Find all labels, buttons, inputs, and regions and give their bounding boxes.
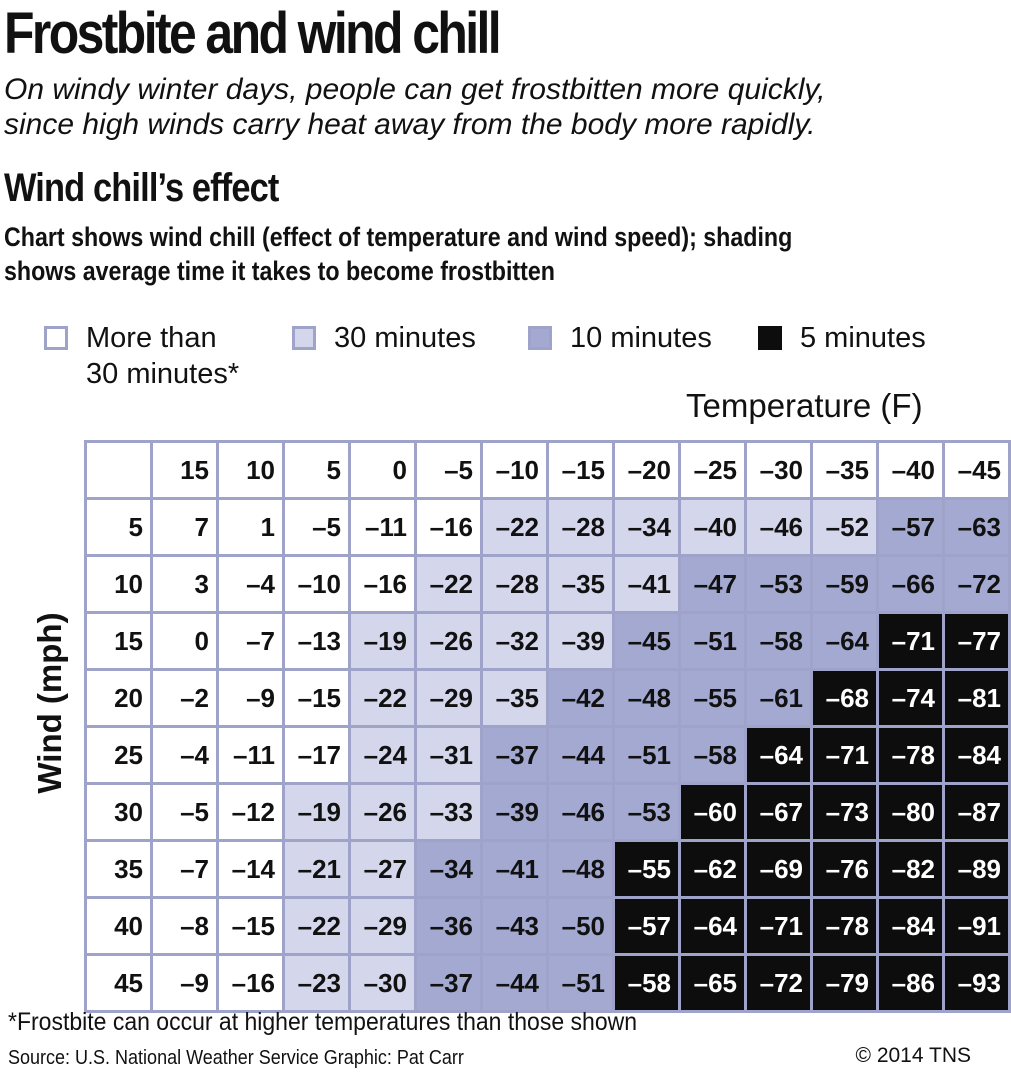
legend-swatch-5-minutes	[758, 326, 782, 350]
wind-chill-cell: –28	[549, 500, 612, 554]
wind-chill-cell: –19	[285, 785, 348, 839]
wind-chill-cell: –39	[483, 785, 546, 839]
wind-chill-cell: –11	[219, 728, 282, 782]
legend-label-line: More than	[86, 322, 217, 354]
temperature-header: 15	[153, 443, 216, 497]
wind-chill-cell: –14	[219, 842, 282, 896]
wind-chill-cell: –5	[285, 500, 348, 554]
wind-chill-cell: –19	[351, 614, 414, 668]
wind-speed-header: 40	[87, 899, 150, 953]
wind-chill-cell: –79	[813, 956, 876, 1010]
wind-chill-cell: –7	[153, 842, 216, 896]
wind-chill-cell: –52	[813, 500, 876, 554]
wind-speed-header: 5	[87, 500, 150, 554]
wind-speed-header: 10	[87, 557, 150, 611]
wind-chill-cell: –22	[483, 500, 546, 554]
wind-chill-cell: –10	[285, 557, 348, 611]
legend-label-5-minutes	[800, 320, 926, 356]
wind-chill-cell: –69	[747, 842, 810, 896]
wind-chill-cell: –22	[351, 671, 414, 725]
wind-chill-cell: –68	[813, 671, 876, 725]
wind-chill-cell: –53	[615, 785, 678, 839]
wind-chill-cell: –53	[747, 557, 810, 611]
wind-chill-cell: –60	[681, 785, 744, 839]
wind-chill-cell: –71	[747, 899, 810, 953]
wind-chill-cell: –29	[351, 899, 414, 953]
wind-chill-cell: –47	[681, 557, 744, 611]
wind-chill-cell: –71	[879, 614, 942, 668]
wind-chill-cell: –26	[417, 614, 480, 668]
wind-speed-header: 15	[87, 614, 150, 668]
wind-chill-cell: –28	[483, 557, 546, 611]
page-title: Frostbite and wind chill	[4, 1, 500, 66]
temperature-header: –45	[945, 443, 1008, 497]
legend-label-10-minutes	[570, 320, 712, 356]
legend-swatch-more-than-30	[44, 326, 68, 350]
table-corner	[87, 443, 150, 497]
wind-chill-cell: –23	[285, 956, 348, 1010]
wind-chill-cell: –57	[879, 500, 942, 554]
temperature-header: 5	[285, 443, 348, 497]
wind-chill-cell: –35	[549, 557, 612, 611]
wind-chill-cell: –46	[747, 500, 810, 554]
section-title: Wind chill’s effect	[4, 166, 279, 210]
wind-chill-cell: –17	[285, 728, 348, 782]
wind-chill-cell: –48	[615, 671, 678, 725]
footnote: *Frostbite can occur at higher temperatures than those shown	[8, 1008, 638, 1036]
wind-speed-header: 45	[87, 956, 150, 1010]
wind-chill-cell: –22	[417, 557, 480, 611]
wind-chill-cell: –48	[549, 842, 612, 896]
subtitle	[4, 72, 826, 142]
wind-chill-cell: –42	[549, 671, 612, 725]
wind-chill-cell: –22	[285, 899, 348, 953]
wind-chill-cell: –77	[945, 614, 1008, 668]
temperature-header: –5	[417, 443, 480, 497]
wind-chill-cell: –16	[417, 500, 480, 554]
wind-chill-cell: –51	[615, 728, 678, 782]
wind-chill-cell: –62	[681, 842, 744, 896]
legend-label-more-than-30	[86, 320, 239, 392]
wind-chill-cell: –78	[879, 728, 942, 782]
wind-chill-cell: –27	[351, 842, 414, 896]
wind-chill-cell: –31	[417, 728, 480, 782]
wind-chill-cell: –26	[351, 785, 414, 839]
wind-chill-cell: –64	[813, 614, 876, 668]
wind-chill-cell: –8	[153, 899, 216, 953]
wind-chill-cell: –37	[417, 956, 480, 1010]
temperature-header: –40	[879, 443, 942, 497]
wind-speed-header: 30	[87, 785, 150, 839]
wind-chill-cell: 1	[219, 500, 282, 554]
wind-chill-cell: –63	[945, 500, 1008, 554]
wind-chill-cell: –12	[219, 785, 282, 839]
wind-chill-cell: –4	[219, 557, 282, 611]
wind-chill-cell: –65	[681, 956, 744, 1010]
wind-chill-cell: –39	[549, 614, 612, 668]
wind-chill-cell: –35	[483, 671, 546, 725]
wind-chill-cell: –9	[153, 956, 216, 1010]
wind-chill-cell: –76	[813, 842, 876, 896]
wind-chill-cell: –93	[945, 956, 1008, 1010]
temperature-header: –20	[615, 443, 678, 497]
legend-swatch-30-minutes	[292, 326, 316, 350]
wind-chill-cell: –34	[417, 842, 480, 896]
wind-chill-cell: –72	[747, 956, 810, 1010]
wind-chill-cell: –58	[681, 728, 744, 782]
wind-chill-cell: –51	[549, 956, 612, 1010]
section-desc-line-1: Chart shows wind chill (effect of temperature and wind speed); shading	[4, 222, 793, 252]
wind-chill-cell: –43	[483, 899, 546, 953]
subtitle-line-2: since high winds carry heat away from the body more rapidly.	[4, 108, 816, 141]
copyright: © 2014 TNS	[855, 1044, 971, 1067]
wind-chill-cell: –40	[681, 500, 744, 554]
wind-chill-cell: –59	[813, 557, 876, 611]
wind-chill-cell: –66	[879, 557, 942, 611]
legend-label-line: 5 minutes	[800, 322, 926, 354]
wind-chill-cell: –46	[549, 785, 612, 839]
wind-chill-cell: –37	[483, 728, 546, 782]
wind-chill-cell: –55	[615, 842, 678, 896]
wind-chill-cell: –72	[945, 557, 1008, 611]
wind-chill-cell: –44	[483, 956, 546, 1010]
legend-swatch-10-minutes	[528, 326, 552, 350]
wind-chill-cell: –73	[813, 785, 876, 839]
wind-chill-cell: –64	[747, 728, 810, 782]
wind-chill-cell: –5	[153, 785, 216, 839]
wind-chill-cell: 3	[153, 557, 216, 611]
wind-chill-cell: –89	[945, 842, 1008, 896]
wind-chill-cell: –24	[351, 728, 414, 782]
wind-chill-cell: –80	[879, 785, 942, 839]
wind-chill-cell: –67	[747, 785, 810, 839]
source-credit: Source: U.S. National Weather Service Graphic: Pat Carr	[8, 1047, 464, 1069]
wind-axis-label: Wind (mph)	[31, 612, 68, 794]
wind-chill-cell: –11	[351, 500, 414, 554]
wind-chill-cell: –81	[945, 671, 1008, 725]
wind-chill-cell: –29	[417, 671, 480, 725]
legend-label-line: 10 minutes	[570, 322, 712, 354]
wind-chill-cell: –13	[285, 614, 348, 668]
wind-chill-cell: –34	[615, 500, 678, 554]
wind-chill-cell: –41	[483, 842, 546, 896]
wind-chill-cell: –45	[615, 614, 678, 668]
wind-speed-header: 25	[87, 728, 150, 782]
legend-label-line: 30 minutes	[334, 322, 476, 354]
wind-chill-cell: –86	[879, 956, 942, 1010]
wind-speed-header: 20	[87, 671, 150, 725]
wind-chill-cell: –21	[285, 842, 348, 896]
wind-chill-cell: –82	[879, 842, 942, 896]
wind-chill-cell: –91	[945, 899, 1008, 953]
wind-chill-cell: –50	[549, 899, 612, 953]
wind-chill-cell: –71	[813, 728, 876, 782]
wind-chill-cell: –36	[417, 899, 480, 953]
wind-chill-cell: –64	[681, 899, 744, 953]
section-description	[4, 220, 792, 288]
wind-chill-cell: –84	[945, 728, 1008, 782]
temperature-header: –35	[813, 443, 876, 497]
temperature-header: 10	[219, 443, 282, 497]
temperature-header: –10	[483, 443, 546, 497]
wind-chill-cell: –2	[153, 671, 216, 725]
legend-label-line: 30 minutes*	[86, 358, 240, 390]
wind-chill-table	[84, 440, 1011, 1013]
wind-chill-cell: –9	[219, 671, 282, 725]
wind-chill-cell: –87	[945, 785, 1008, 839]
wind-chill-cell: –57	[615, 899, 678, 953]
temperature-axis-label: Temperature (F)	[686, 387, 923, 424]
wind-chill-cell: –51	[681, 614, 744, 668]
subtitle-line-1: On windy winter days, people can get frostbitten more quickly,	[4, 73, 826, 106]
wind-chill-cell: –7	[219, 614, 282, 668]
section-desc-line-2: shows average time it takes to become frostbitten	[4, 256, 555, 286]
temperature-header: –30	[747, 443, 810, 497]
legend-label-30-minutes	[334, 320, 476, 356]
wind-chill-cell: –15	[219, 899, 282, 953]
wind-chill-cell: –58	[615, 956, 678, 1010]
wind-chill-cell: –41	[615, 557, 678, 611]
wind-chill-cell: –84	[879, 899, 942, 953]
wind-chill-cell: –32	[483, 614, 546, 668]
wind-chill-cell: –15	[285, 671, 348, 725]
wind-chill-cell: 7	[153, 500, 216, 554]
wind-chill-cell: –33	[417, 785, 480, 839]
wind-chill-cell: –55	[681, 671, 744, 725]
wind-chill-cell: –78	[813, 899, 876, 953]
wind-chill-cell: –30	[351, 956, 414, 1010]
wind-chill-cell: –16	[219, 956, 282, 1010]
wind-speed-header: 35	[87, 842, 150, 896]
wind-chill-cell: –44	[549, 728, 612, 782]
wind-chill-cell: –74	[879, 671, 942, 725]
wind-chill-cell: 0	[153, 614, 216, 668]
wind-chill-cell: –61	[747, 671, 810, 725]
wind-chill-cell: –4	[153, 728, 216, 782]
wind-chill-cell: –58	[747, 614, 810, 668]
temperature-header: –25	[681, 443, 744, 497]
temperature-header: 0	[351, 443, 414, 497]
wind-chill-cell: –16	[351, 557, 414, 611]
temperature-header: –15	[549, 443, 612, 497]
